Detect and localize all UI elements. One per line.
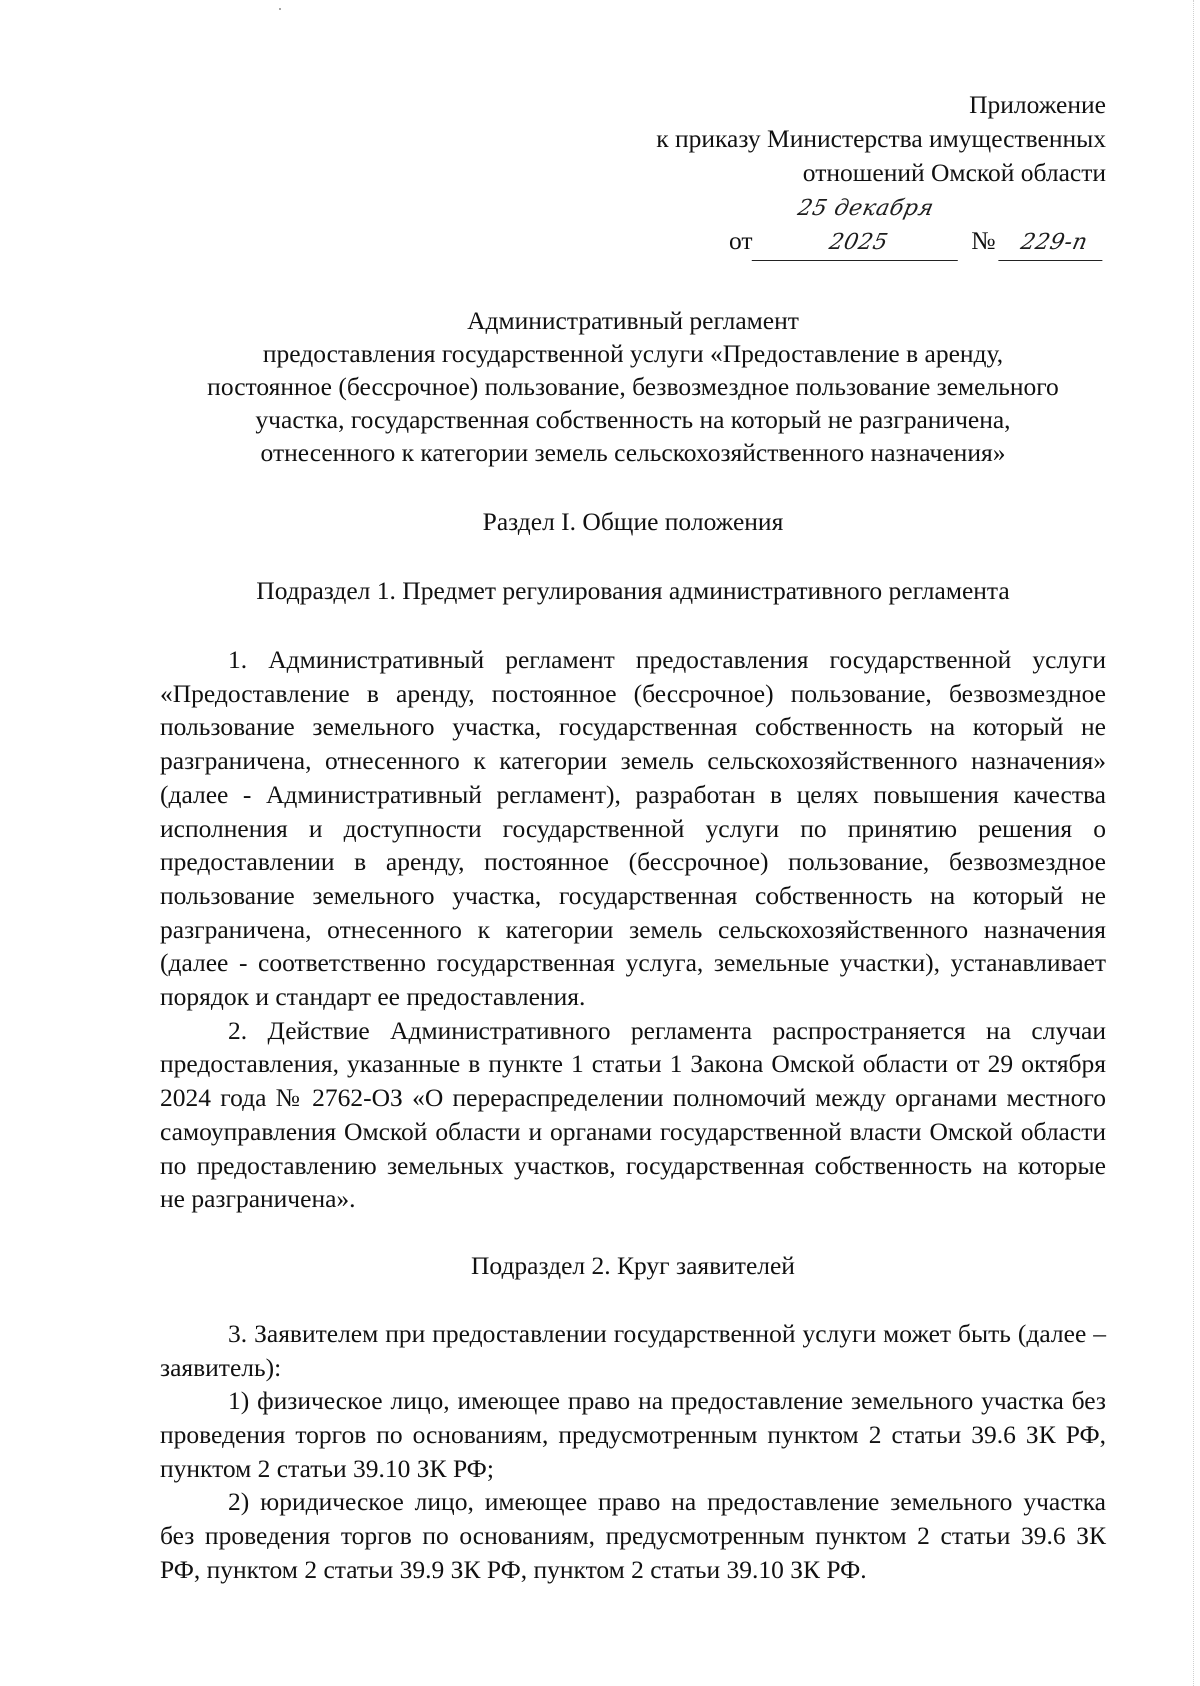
handwritten-number: 229-п [998,226,1109,261]
list-item-2: 2) юридическое лицо, имеющее право на предоставление земельного участка без проведения торгов по основаниям, предусмотренным пунктом 2 статьи 39.6 ЗК РФ, пунктом 2 статьи 39.9 ЗК РФ, пунктом 2 статьи 39.10 ЗК РФ. [160,1487,1106,1584]
scan-speck [279,8,281,10]
annex-date-number-line [160,192,1106,261]
title-line-4: участка, государственная собственность на который не разграничена, [255,405,1011,434]
title-line-2: предоставления государственной услуги «Предоставление в аренду, [262,339,1004,368]
document-title [160,304,1106,469]
from-label: от [728,226,753,255]
annex-block [160,88,1106,261]
scan-edge [1192,0,1194,1686]
section-heading: Раздел I. Общие положения [482,507,784,536]
list-item-1: 1) физическое лицо, имеющее право на предоставление земельного участка без проведения торгов по основаниям, предусмотренным пунктом 2 статьи 39.6 ЗК РФ, пунктом 2 статьи 39.10 ЗК РФ; [160,1386,1106,1483]
title-line-5: отнесенного к категории земель сельскохозяйственного назначения» [260,438,1006,467]
title-line-1: Административный регламент [467,306,799,335]
title-line-3: постоянное (бессрочное) пользование, безвозмездное пользование земельного [207,372,1059,401]
handwritten-date: 25 декабря 2025 [752,192,973,261]
paragraph-2: 2. Действие Административного регламента распространяется на случаи предоставления, указанные в пункте 1 статьи 1 Закона Омской области от 29 октября 2024 года № 2762-ОЗ «О перераспределении полномочий между органами местного самоуправления Омской области и органами государственной власти Омской области по предоставлению земельных участков, государственная собственность на которые не разграничена». [160,1015,1106,1214]
annex-ministry-line: отношений Омской области [802,158,1106,187]
number-label: № [971,226,996,255]
annex-title: Приложение [969,90,1106,119]
subsection-1-heading: Подраздел 1. Предмет регулирования административного регламента [256,576,1010,605]
paragraph-1: 1. Административный регламент предоставления государственной услуги «Предоставление в аренду, постоянное (бессрочное) пользование, безвозмездное пользование земельного участка, государственная собственность на который не разграничена, отнесенного к категории земель сельскохозяйственного назначения» (далее - Административный регламент), разработан в целях повышения качества исполнения и доступности государственной услуги по принятию решения о предоставлении в аренду, постоянное (бессрочное) пользование, безвозмездное пользование земельного участка, государственная собственность на который не разграничена, отнесенного к категории земель сельскохозяйственного назначения (далее - соответственно государственная услуга, земельные участки), устанавливает порядок и стандарт ее предоставления. [160,645,1106,1012]
subsection-2-heading: Подраздел 2. Круг заявителей [471,1250,795,1280]
paragraph-3: 3. Заявителем при предоставлении государственной услуги может быть (далее – заявитель): [160,1318,1106,1382]
annex-order-line: к приказу Министерства имущественных [656,124,1106,153]
